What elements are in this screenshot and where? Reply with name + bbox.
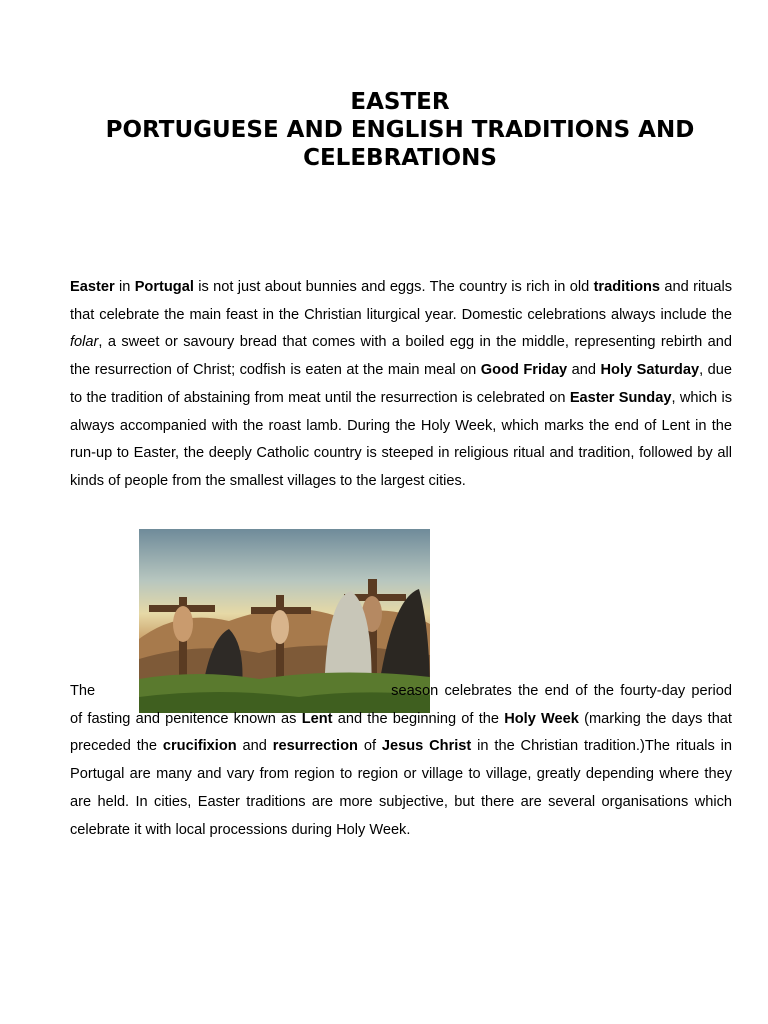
text-run: in bbox=[114, 279, 135, 295]
term-holy-saturday: Holy Saturday bbox=[600, 362, 700, 379]
title-line-1: EASTER bbox=[350, 89, 450, 115]
term-good-friday: Good Friday bbox=[480, 362, 568, 379]
term-folar: folar bbox=[70, 334, 99, 351]
title-line-2: PORTUGUESE AND ENGLISH TRADITIONS AND bbox=[105, 117, 695, 143]
term-easter: Easter bbox=[70, 279, 115, 295]
term-lent: Lent bbox=[301, 710, 333, 727]
text-run: season celebrates the end of the fourty-day period of fasting and penitence known as bbox=[70, 683, 732, 727]
term-jesus-christ: Jesus Christ bbox=[381, 738, 472, 755]
text-run: (marking the days that preceded the bbox=[70, 710, 732, 755]
term-holy-week: Holy Week bbox=[504, 710, 579, 727]
text-run: The bbox=[70, 683, 96, 699]
text-run: and bbox=[567, 362, 601, 379]
text-run: of bbox=[357, 738, 382, 755]
term-crucifixion: crucifixion bbox=[162, 738, 237, 755]
text-run: and the beginning of the bbox=[332, 710, 505, 727]
text-run: and bbox=[236, 738, 273, 755]
text-run: in the Christian tradition.)The rituals in Portugal are many and vary from region to region or village to village, greatly depending where they are held. In cities, Easter traditions are more subjective, but there are several organisations which celebrate it with local processions during Holy Week. bbox=[70, 738, 733, 838]
document-title bbox=[60, 88, 740, 172]
term-traditions: traditions bbox=[593, 279, 661, 295]
paragraph-holy-week bbox=[70, 678, 732, 844]
text-run: , which is always accompanied with the roast lamb. During the Holy Week, which marks the end of Lent in the run-up to Easter, the deeply Catholic country is steeped in religious ritual and tradition, followed by all kinds of people from the smallest villages to the largest cities. bbox=[70, 389, 732, 489]
paragraph-portugal-easter bbox=[70, 274, 732, 496]
text-run: is not just about bunnies and eggs. The country is rich in old bbox=[193, 279, 594, 295]
text-run: , due to the tradition of abstaining from meat until the resurrection is celebrated on bbox=[70, 362, 732, 406]
term-resurrection: resurrection bbox=[272, 738, 358, 755]
title-line-3: CELEBRATIONS bbox=[303, 145, 497, 171]
term-portugal: Portugal bbox=[134, 279, 194, 295]
text-run: , a sweet or savoury bread that comes with a boiled egg in the middle, representing rebirth and the resurrection of Christ; codfish is eaten at the main meal on bbox=[70, 334, 732, 379]
text-run: and rituals that celebrate the main feast in the Christian liturgical year. Domestic celebrations always include the bbox=[70, 279, 733, 323]
term-easter-sunday: Easter Sunday bbox=[569, 389, 672, 406]
